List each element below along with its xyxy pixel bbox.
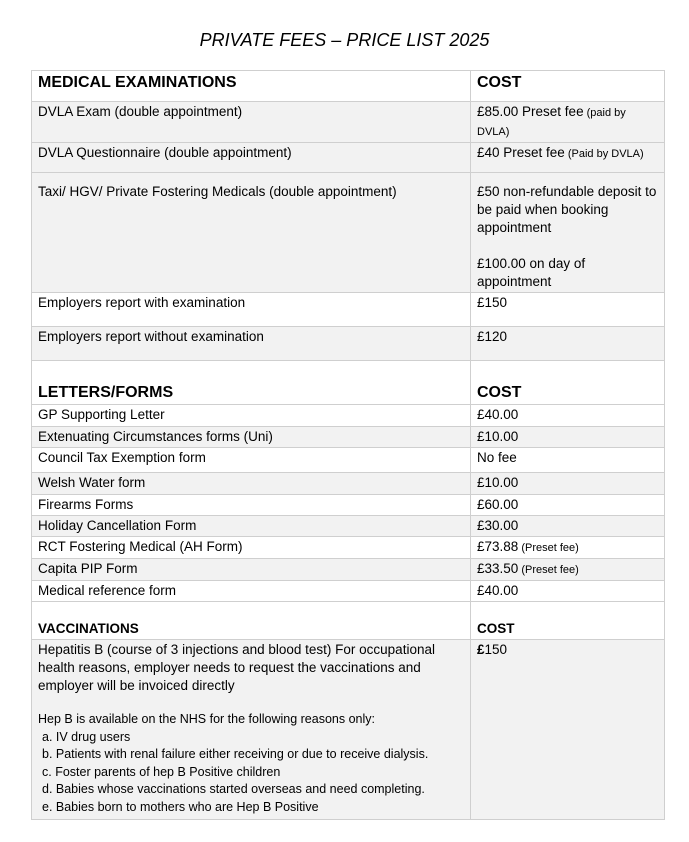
item-label: Council Tax Exemption form: [38, 450, 206, 465]
table-row: [32, 473, 665, 495]
cost-note: (Preset fee): [518, 564, 579, 576]
cost-value: £40.00: [477, 583, 519, 598]
currency-symbol: £: [477, 642, 485, 657]
section-heading: VACCINATIONS: [38, 621, 139, 636]
list-item: e. Babies born to mothers who are Hep B Positive: [42, 799, 319, 814]
item-label: Medical reference form: [38, 583, 177, 598]
cost-value: £50 non-refundable deposit to be paid when booking appointment: [477, 184, 657, 235]
table-row: [32, 327, 665, 361]
nhs-reasons-list: [38, 729, 464, 817]
cost-value: £40.00: [477, 407, 519, 422]
cost-value: £60.00: [477, 497, 519, 512]
item-label: Firearms Forms: [38, 497, 134, 512]
cost-value: £10.00: [477, 429, 519, 444]
section-header-letters: [32, 361, 665, 405]
cost-value: £150: [477, 295, 508, 310]
table-row: [32, 143, 665, 173]
item-label: Welsh Water form: [38, 475, 146, 490]
table-row: [32, 495, 665, 516]
item-label: DVLA Questionnaire (double appointment): [38, 145, 292, 160]
list-item: b. Patients with renal failure either receiving or due to receive dialysis.: [42, 747, 429, 761]
cost-note: (Preset fee): [518, 542, 579, 554]
table-row: [32, 559, 665, 581]
section-heading: LETTERS/FORMS: [38, 384, 174, 401]
table-row: [32, 581, 665, 602]
item-label: Capita PIP Form: [38, 561, 138, 576]
list-item: d. Babies whose vaccinations started overseas and need completing.: [42, 782, 425, 796]
item-label: Extenuating Circumstances forms (Uni): [38, 429, 273, 444]
table-row: [32, 102, 665, 143]
item-label: Hepatitis B (course of 3 injections and blood test) For occupational health reasons, employer needs to request the vaccinations and employer will be invoiced directly: [38, 642, 435, 693]
section-heading: MEDICAL EXAMINATIONS: [38, 74, 237, 91]
item-label: GP Supporting Letter: [38, 407, 165, 422]
list-item: a. IV drug users: [42, 729, 131, 744]
cost-value: £30.00: [477, 518, 519, 533]
table-row: [32, 640, 665, 820]
table-row: [32, 405, 665, 427]
nhs-intro: Hep B is available on the NHS for the following reasons only:: [38, 712, 375, 726]
cost-heading: COST: [477, 621, 515, 636]
cost-heading: COST: [477, 74, 522, 91]
cost-value: £33.50: [477, 561, 519, 576]
section-header-vaccinations: [32, 602, 665, 640]
list-item: c. Foster parents of hep B Positive children: [42, 764, 281, 779]
item-label: RCT Fostering Medical (AH Form): [38, 539, 243, 554]
table-row: [32, 516, 665, 537]
table-row: [32, 427, 665, 448]
cost-value: £120: [477, 329, 508, 344]
cost-value: £40 Preset fee: [477, 145, 565, 160]
cost-heading: COST: [477, 384, 522, 401]
price-table: [31, 70, 665, 820]
item-label: Employers report without examination: [38, 329, 264, 344]
table-row: [32, 537, 665, 559]
cost-value: No fee: [477, 450, 517, 465]
page-title: PRIVATE FEES – PRICE LIST 2025: [199, 30, 490, 50]
cost-note: (Paid by DVLA): [564, 148, 644, 160]
section-header-medical: [32, 71, 665, 102]
table-row: [32, 448, 665, 473]
cost-value: £85.00 Preset fee: [477, 104, 584, 119]
item-label: Taxi/ HGV/ Private Fostering Medicals (double appointment): [38, 184, 397, 199]
item-label: Employers report with examination: [38, 295, 246, 310]
cost-value-secondary: £100.00 on day of appointment: [477, 256, 586, 289]
cost-note: (paid by DVLA): [477, 107, 626, 138]
cost-value: £73.88: [477, 539, 519, 554]
cost-value: £10.00: [477, 475, 519, 490]
table-row: [32, 173, 665, 293]
item-label: DVLA Exam (double appointment): [38, 104, 243, 119]
item-label: Holiday Cancellation Form: [38, 518, 197, 533]
cost-value: 150: [484, 642, 508, 657]
table-row: [32, 293, 665, 327]
